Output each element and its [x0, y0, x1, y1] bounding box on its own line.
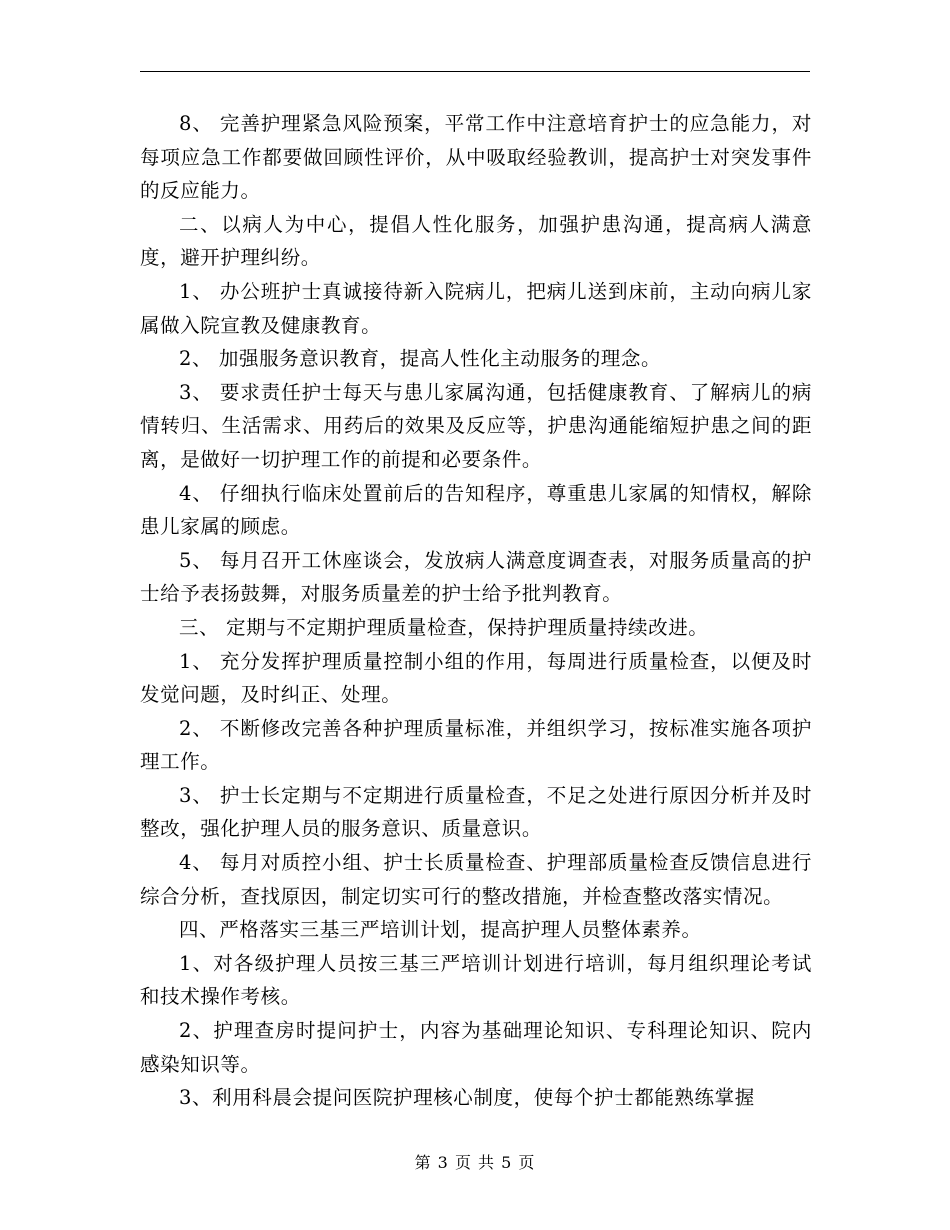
paragraph-item-3: 3、 要求责任护士每天与患儿家属沟通，包括健康教育、了解病儿的病情转归、生活需求、用药后的效果及反应等，护患沟通能缩短护患之间的距离，是做好一切护理工作的前提和必要条件。 — [140, 380, 812, 471]
page-number-footer: 第 3 页 共 5 页 — [414, 1153, 536, 1172]
paragraph-item-4: 4、 每月对质控小组、护士长质量检查、护理部质量检查反馈信息进行综合分析，查找原因，制定切实可行的整改措施，并检查整改落实情况。 — [140, 851, 812, 908]
paragraph-item-2: 2、 不断修改完善各种护理质量标准，并组织学习，按标准实施各项护理工作。 — [140, 716, 812, 774]
paragraph-item-2: 2、护理查房时提问护士，内容为基础理论知识、专科理论知识、院内感染知识等。 — [140, 1019, 812, 1076]
section-heading-4: 四、严格落实三基三严培训计划，提高护理人员整体素养。 — [179, 918, 702, 942]
document-body — [140, 107, 812, 1115]
paragraph-item-4: 4、 仔细执行临床处置前后的告知程序，尊重患儿家属的知情权，解除患儿家属的顾虑。 — [140, 481, 812, 539]
paragraph-item-5: 5、 每月召开工休座谈会，发放病人满意度调查表，对服务质量高的护士给予表扬鼓舞，对服务质量差的护士给予批判教育。 — [140, 548, 812, 606]
paragraph-item-1: 1、 充分发挥护理质量控制小组的作用，每周进行质量检查，以便及时发觉问题，及时纠正、处理。 — [140, 649, 812, 707]
paragraph-item-1: 1、对各级护理人员按三基三严培训计划进行培训，每月组织理论考试和技术操作考核。 — [140, 951, 812, 1009]
section-heading-3: 三、 定期与不定期护理质量检查，保持护理质量持续改进。 — [179, 615, 709, 639]
paragraph-item-1: 1、 办公班护士真诚接待新入院病儿，把病儿送到床前，主动向病儿家属做入院宣教及健康教育。 — [140, 279, 812, 337]
paragraph-item-8: 8、 完善护理紧急风险预案，平常工作中注意培育护士的应急能力，对每项应急工作都要做回顾性评价，从中吸取经验教训，提高护士对突发事件的反应能力。 — [140, 112, 812, 203]
paragraph-item-3: 3、利用科晨会提问医院护理核心制度，使每个护士都能熟练掌握 — [179, 1086, 755, 1110]
header-rule — [140, 71, 810, 72]
section-heading-2: 二、以病人为中心，提倡人性化服务，加强护患沟通，提高病人满意度，避开护理纠纷。 — [140, 212, 812, 270]
paragraph-item-2: 2、 加强服务意识教育，提高人性化主动服务的理念。 — [179, 347, 662, 371]
paragraph-item-3: 3、 护士长定期与不定期进行质量检查，不足之处进行原因分析并及时整改，强化护理人员的服务意识、质量意识。 — [140, 783, 812, 841]
